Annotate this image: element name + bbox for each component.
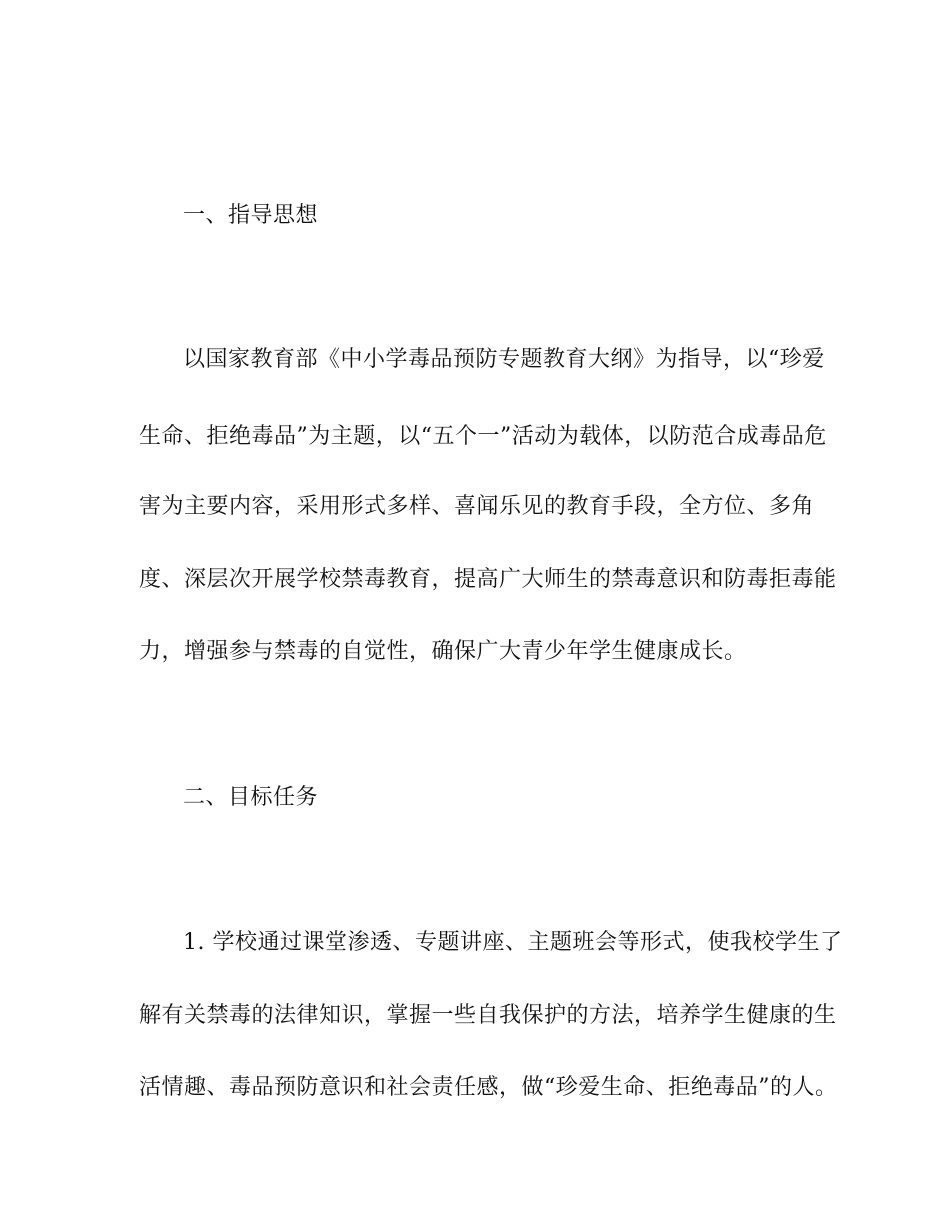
paragraph-line: 解有关禁毒的法律知识，掌握一些自我保护的方法，培养学生健康的生 (139, 1003, 837, 1028)
paragraph-line: 力，增强参与禁毒的自觉性，确保广大青少年学生健康成长。 (139, 639, 747, 664)
paragraph-line: 活情趣、毒品预防意识和社会责任感，做“珍爱生命、拒绝毒品”的人。 (139, 1075, 838, 1100)
paragraph-line: 1. 学校通过课堂渗透、专题讲座、主题班会等形式，使我校学生了 (183, 930, 843, 955)
paragraph-line: 害为主要内容，采用形式多样、喜闻乐见的教育手段，全方位、多角 (139, 494, 815, 519)
section-heading-objectives: 二、目标任务 (183, 785, 319, 810)
paragraph-line: 度、深层次开展学校禁毒教育，提高广大师生的禁毒意识和防毒拒毒能 (139, 567, 837, 592)
paragraph-line: 以国家教育部《中小学毒品预防专题教育大纲》为指导，以“珍爱 (183, 347, 825, 372)
section-heading-guiding-ideology: 一、指导思想 (183, 203, 319, 228)
paragraph-line: 生命、拒绝毒品”为主题，以“五个一”活动为载体，以防范合成毒品危 (139, 424, 827, 449)
